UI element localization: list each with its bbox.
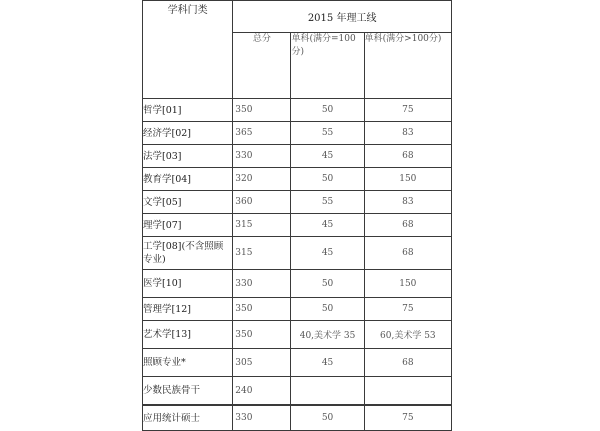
- total-cell: 350: [233, 298, 291, 321]
- table-row: [143, 321, 452, 349]
- table-row: [143, 377, 452, 406]
- single-le100-cell: 45: [291, 349, 364, 377]
- subject-cell: 理学[07]: [143, 214, 233, 237]
- subject-cell: 管理学[12]: [143, 298, 233, 321]
- total-cell: 330: [233, 405, 291, 431]
- table-row: [143, 349, 452, 377]
- total-cell: 240: [233, 377, 291, 406]
- single-gt100-cell: 150: [364, 270, 451, 298]
- single-le100-cell: 50: [291, 99, 364, 122]
- total-cell: 365: [233, 122, 291, 145]
- single-le100-cell: 55: [291, 191, 364, 214]
- table-row: [143, 191, 452, 214]
- total-cell: 320: [233, 168, 291, 191]
- total-cell: 360: [233, 191, 291, 214]
- total-score-header: [233, 33, 291, 99]
- single-le100-header: 单科(满分=100分): [291, 33, 364, 99]
- single-le100-cell: 50: [291, 405, 364, 431]
- subject-cell: 法学[03]: [143, 145, 233, 168]
- table-row: [143, 145, 452, 168]
- total-cell: 315: [233, 214, 291, 237]
- table-row: [143, 122, 452, 145]
- table-row: [143, 214, 452, 237]
- single-gt100-cell: 68: [364, 237, 451, 270]
- total-cell: 330: [233, 270, 291, 298]
- year-header: 2015 年理工线: [233, 1, 452, 33]
- single-le100-cell: 45: [291, 237, 364, 270]
- subject-cell: 照顾专业*: [143, 349, 233, 377]
- total-cell: 305: [233, 349, 291, 377]
- single-gt100-cell: 83: [364, 191, 451, 214]
- subject-cell: 文学[05]: [143, 191, 233, 214]
- table-row: [143, 99, 452, 122]
- total-cell: 350: [233, 321, 291, 349]
- single-gt100-cell: 68: [364, 145, 451, 168]
- single-gt100-cell: 150: [364, 168, 451, 191]
- score-table-container: [142, 0, 452, 431]
- single-gt100-cell: 83: [364, 122, 451, 145]
- total-cell: 350: [233, 99, 291, 122]
- table-row: [143, 237, 452, 270]
- single-le100-cell: 40,美术学 35: [291, 321, 364, 349]
- single-le100-cell: 50: [291, 168, 364, 191]
- single-gt100-cell: 68: [364, 349, 451, 377]
- subject-cell: 工学[08](不含照顾专业): [143, 237, 233, 270]
- subject-cell: 教育学[04]: [143, 168, 233, 191]
- single-le100-cell: [291, 377, 364, 406]
- total-cell: 315: [233, 237, 291, 270]
- subject-cell: 少数民族骨干: [143, 377, 233, 406]
- single-le100-cell: 55: [291, 122, 364, 145]
- single-le100-cell: 45: [291, 145, 364, 168]
- subject-cell: 哲学[01]: [143, 99, 233, 122]
- single-gt100-cell: 60,美术学 53: [364, 321, 451, 349]
- single-le100-cell: 50: [291, 298, 364, 321]
- subject-cell: 应用统计硕士: [143, 405, 233, 431]
- single-gt100-cell: 75: [364, 99, 451, 122]
- single-gt100-header: 单科(满分>100分): [364, 33, 451, 99]
- subject-cell: 艺术学[13]: [143, 321, 233, 349]
- subject-cell: 医学[10]: [143, 270, 233, 298]
- score-table: [142, 0, 452, 431]
- single-gt100-cell: 68: [364, 214, 451, 237]
- subject-cell: 经济学[02]: [143, 122, 233, 145]
- table-row: [143, 270, 452, 298]
- single-le100-cell: 45: [291, 214, 364, 237]
- single-gt100-cell: [364, 377, 451, 406]
- table-row: [143, 168, 452, 191]
- single-gt100-cell: 75: [364, 298, 451, 321]
- single-gt100-cell: 75: [364, 405, 451, 431]
- subject-column-header: 学科门类: [143, 1, 233, 99]
- total-cell: 330: [233, 145, 291, 168]
- table-row: [143, 298, 452, 321]
- total-score-header-label: 总分: [252, 34, 271, 45]
- table-row: [143, 405, 452, 431]
- single-le100-cell: 50: [291, 270, 364, 298]
